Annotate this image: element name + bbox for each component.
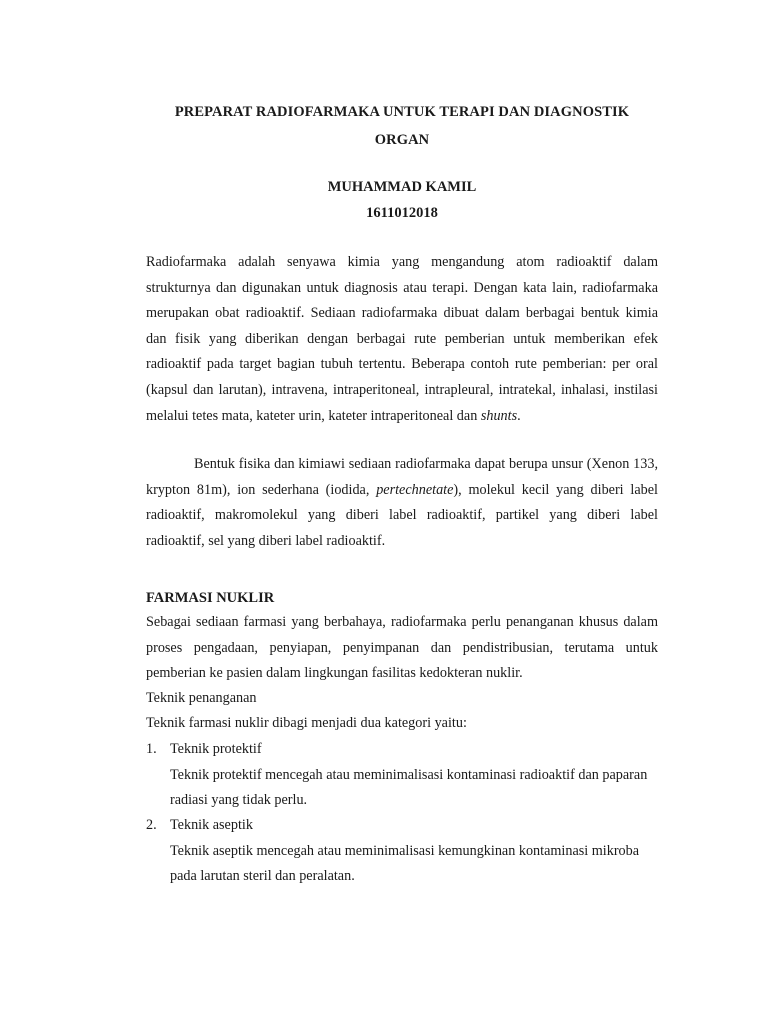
author-name: MUHAMMAD KAMIL xyxy=(327,179,477,195)
author-id: 1611012018 xyxy=(366,205,438,221)
title-line-1: PREPARAT RADIOFARMAKA UNTUK TERAPI DAN DIAGNOSTIK xyxy=(174,104,630,120)
list-item-number: 2. xyxy=(146,817,157,833)
farmasi-nuklir-paragraph: Sebagai sediaan farmasi yang berbahaya, radiofarmaka perlu penanganan khusus dalam proses pengadaan, penyiapan, penyimpanan dan pendistribusian, terutama untuk pemberian ke pasien dalam lingkungan fasilitas kedokteran nuklir. xyxy=(146,614,658,682)
intro-p2-end: ), molekul kecil yang diberi label radioaktif, makromolekul yang diberi label radioaktif, partikel yang diberi label radioaktif, sel yang diberi label radioaktif. xyxy=(146,481,658,549)
list-item-number: 1. xyxy=(146,741,157,757)
intro-p1-end: . xyxy=(517,407,521,424)
intro-paragraph-1 xyxy=(146,250,658,429)
intro-p1-italic: shunts xyxy=(480,407,518,424)
subheading-teknik-penanganan: Teknik penanganan xyxy=(146,690,257,706)
title-line-2: ORGAN xyxy=(374,132,430,148)
list-item-title: Teknik aseptik xyxy=(170,817,253,833)
section-heading-farmasi-nuklir: FARMASI NUKLIR xyxy=(146,590,275,606)
list-intro-line: Teknik farmasi nuklir dibagi menjadi dua kategori yaitu: xyxy=(146,715,467,731)
list-item-description: Teknik protektif mencegah atau meminimalisasi kontaminasi radioaktif dan paparan radiasi yang tidak perlu. xyxy=(170,766,648,808)
list-item-description: Teknik aseptik mencegah atau meminimalisasi kemungkinan kontaminasi mikroba pada larutan steril dan peralatan. xyxy=(170,842,640,884)
intro-p2-italic: pertechnetate xyxy=(376,481,454,498)
document-title xyxy=(146,98,658,154)
list-item-title: Teknik protektif xyxy=(170,741,262,757)
intro-p2-start: Bentuk fisika dan kimiawi sediaan radiofarmaka dapat berupa unsur (Xenon 133, krypton 81m), ion sederhana (iodida, xyxy=(146,456,658,498)
intro-p1-text: Radiofarmaka adalah senyawa kimia yang mengandung atom radioaktif dalam strukturnya dan digunakan untuk diagnosis atau terapi. Dengan kata lain, radiofarmaka merupakan obat radioaktif. Sediaan radiofarmaka dibuat dalam berbagai bentuk kimia dan fisik yang diberikan dengan berbagai rute pemberian untuk memberikan efek radioaktif pada target bagian tubuh tertentu. Beberapa contoh rute pemberian: per oral (kapsul dan larutan), intravena, intraperitoneal, intrapleural, intratekal, inhalasi, instilasi melalui tetes mata, kateter urin, kateter intraperitoneal dan xyxy=(146,254,658,424)
intro-paragraph-2 xyxy=(146,452,658,554)
document-page xyxy=(146,0,658,1024)
author-block xyxy=(146,174,658,226)
